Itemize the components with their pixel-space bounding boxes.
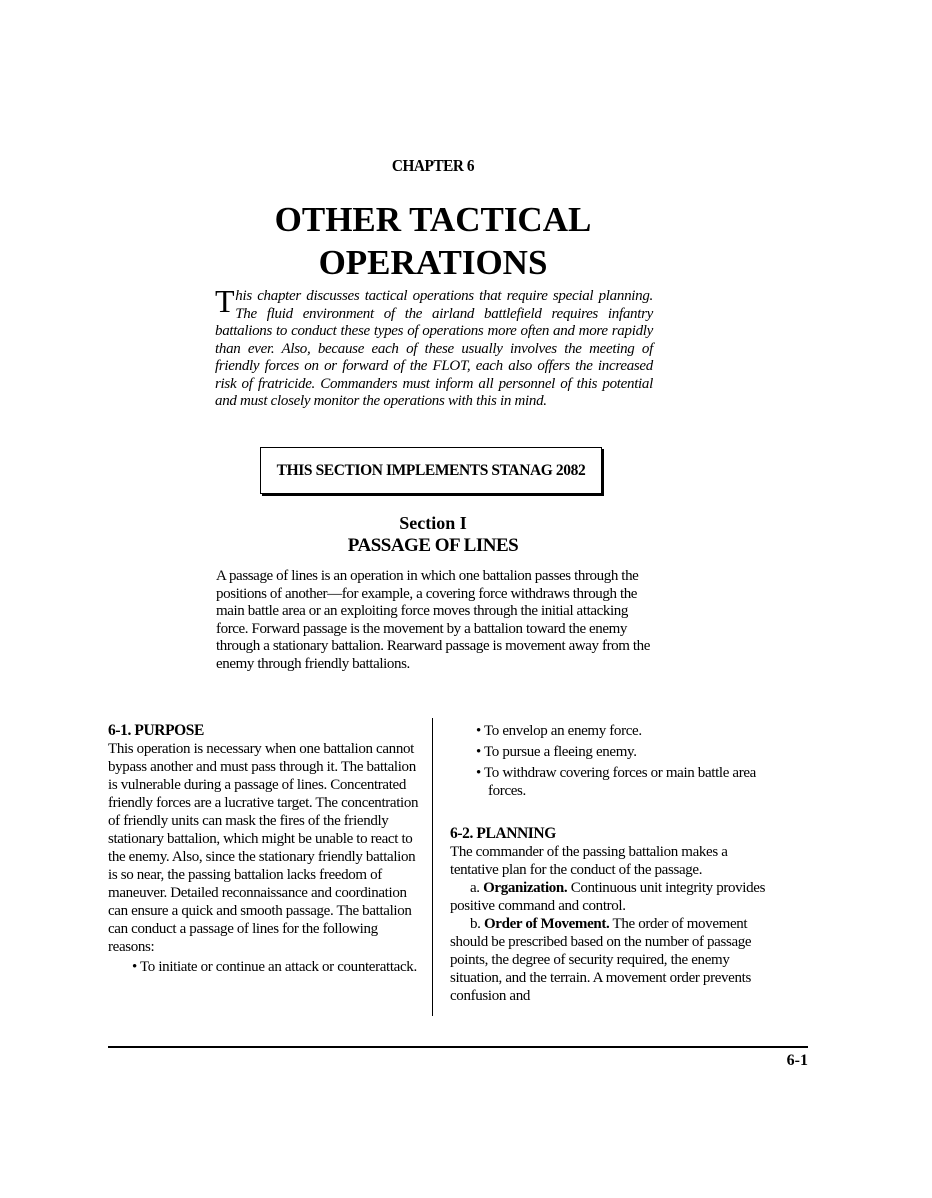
purpose-bullet-item: • To initiate or continue an attack or counterattack.: [132, 959, 417, 975]
intro-drop-cap: T: [215, 283, 235, 319]
chapter-title: [0, 198, 866, 284]
left-column: [108, 722, 422, 979]
chapter-title-line-2: OPERATIONS: [318, 243, 548, 282]
purpose-bullet-item: • To envelop an enemy force.: [476, 723, 642, 739]
planning-heading: 6-2. PLANNING: [450, 825, 556, 842]
spacer: [450, 803, 766, 825]
column-divider: [432, 718, 433, 1016]
planning-item-b-label: b.: [470, 916, 484, 932]
planning-item-b: [450, 915, 766, 1005]
chapter-intro: [215, 283, 653, 411]
chapter-label: CHAPTER 6: [391, 156, 475, 175]
right-column: [450, 722, 766, 1005]
section-title: PASSAGE OF LINES: [347, 535, 519, 556]
planning-item-b-text: The order of movement should be prescribed based on the number of passage points, the degree of security required, the enemy situation, and the terrain. A movement order prevents confusion and: [450, 916, 752, 1004]
purpose-bullet-list: [108, 958, 422, 976]
intro-text: his chapter discusses tactical operations that require special planning. The fluid environment of the airland battlefield requires infantry battalions to conduct these types of operations more often and more rapidly than ever. Also, because each of these usually involves the meeting of friendly forces on or forward of the FLOT, each also offers the increased risk of fratricide. Commanders must inform all personnel of this potential and must closely monitor the operations with this in mind.: [215, 288, 653, 409]
planning-item-a-title: Organization.: [483, 880, 568, 896]
page-number: 6-1: [786, 1052, 808, 1069]
section-number: Section I: [399, 513, 467, 533]
stanag-notice-text: THIS SECTION IMPLEMENTS STANAG 2082: [276, 461, 586, 479]
chapter-title-line-1: OTHER TACTICAL: [274, 200, 592, 239]
purpose-bullet-item: • To withdraw covering forces or main battle area forces.: [476, 765, 756, 799]
planning-text: The commander of the passing battalion makes a tentative plan for the conduct of the passage.: [450, 844, 728, 878]
purpose-bullet-item: • To pursue a fleeing enemy.: [476, 744, 637, 760]
planning-item-a-text: Continuous unit integrity provides positive command and control.: [450, 880, 766, 914]
footer-rule: [108, 1046, 808, 1048]
purpose-heading: 6-1. PURPOSE: [108, 722, 204, 739]
purpose-text: This operation is necessary when one battalion cannot bypass another and must pass through it. The battalion is vulnerable during a passage of lines. Concentrated friendly forces are a lucrative target. The concentration of friendly units can mask the fires of the friendly stationary battalion, which might be unable to react to the enemy. Also, since the stationary friendly battalion is so near, the passing battalion lacks freedom of maneuver. Detailed reconnaissance and coordination can ensure a quick and smooth passage. The battalion can conduct a passage of lines for the following reasons:: [108, 741, 419, 955]
planning-item-b-title: Order of Movement.: [483, 916, 610, 932]
purpose-bullet-list-continued: [450, 722, 766, 800]
stanag-notice-box: [260, 447, 602, 494]
planning-item-a: [450, 879, 766, 915]
planning-item-a-label: a.: [470, 880, 484, 896]
section-intro: A passage of lines is an operation in which one battalion passes through the positions of another—for example, a covering force withdraws through the main battle area or an exploiting force moves through the initial attacking force. Forward passage is the movement by a battalion toward the enemy through a stationary battalion. Rearward passage is movement away from the enemy through friendly battalions.: [216, 568, 651, 672]
